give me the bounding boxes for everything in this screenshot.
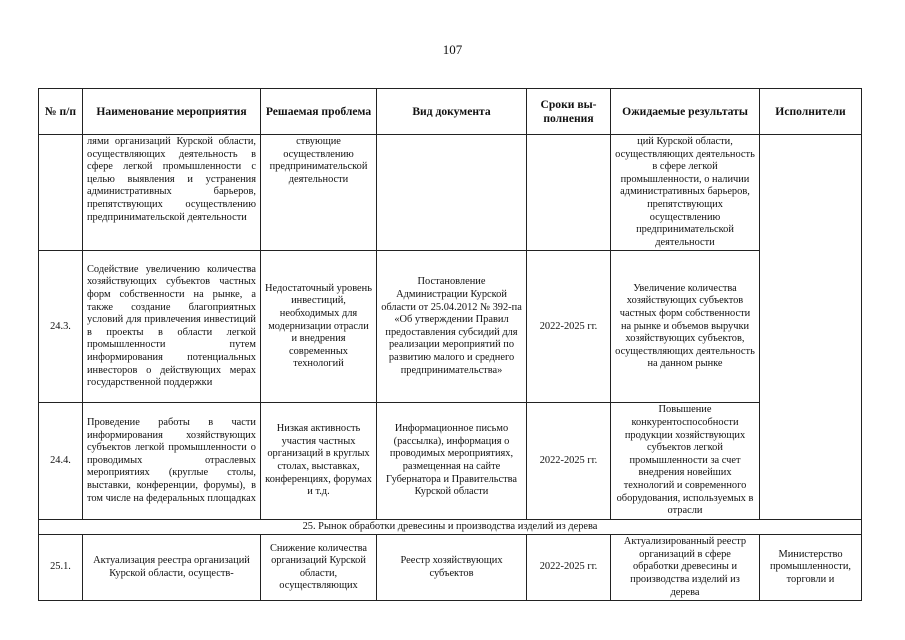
row-doc: Информационное письмо (рассылка), информация о проводимых мероприятиях, размещенная на сайте Губернатора и Правительства Курской области (377, 403, 527, 519)
row-num: 25.1. (39, 535, 83, 601)
row-executors: Министерство промышленности, торговли и (760, 535, 862, 601)
row-results: Повышение конкурентоспособности продукции хозяйствующих субъектов легкой промышленности за счет внедрения новейших технологий и современного оборудования, используемых в отрасли (611, 403, 760, 519)
row-deadline: 2022-2025 гг. (527, 535, 611, 601)
header-deadline: Сроки вы- полнения (527, 89, 611, 135)
row-doc (377, 135, 527, 251)
table-row (39, 135, 862, 251)
row-problem: Недостаточный уровень инвестиций, необходимых для модернизации отрасли и внедрения современных технологий (261, 251, 377, 403)
header-name: Наименование мероприятия (83, 89, 261, 135)
measures-table (38, 88, 862, 601)
page-number: 107 (442, 42, 463, 57)
row-results: Актуализированный реестр организаций в сфере обработки древесины и производства изделий из дерева (611, 535, 760, 601)
row-name: Проведение работы в части информирования хозяйствующих субъектов легкой промышленности о проводимых отраслевых мероприятиях (круглые столы, выставки, конференции, форумы), в том числе на федеральных площадках (83, 403, 261, 519)
executors-cell (760, 135, 862, 520)
header-executors: Исполнители (760, 89, 862, 135)
row-num: 24.4. (39, 403, 83, 519)
header-problem: Решаемая проблема (261, 89, 377, 135)
row-results: Увеличение количества хозяйствующих субъектов частных форм собственности на рынке и объемов выручки хозяйствующих субъектов, осуществляющих деятельность на данном рынке (611, 251, 760, 403)
row-name: Содействие увеличению количества хозяйствующих субъектов частных форм собственности на рынке, а также создание благоприятных условий для привлечения инвестиций в проекты в области легкой промышленности путем информирования потенциальных инвесторов о действующих мерах государственной поддержки (83, 251, 261, 403)
row-doc: Реестр хозяйствующих субъектов (377, 535, 527, 601)
header-num: № п/п (39, 89, 83, 135)
row-name: Актуализация реестра организаций Курской области, осуществ- (83, 535, 261, 601)
row-problem: Низкая активность участия частных организаций в круглых столах, выставках, конференциях, форумах и т.д. (261, 403, 377, 519)
row-results: ций Курской области, осуществляющих деятельность в сфере легкой промышленности, о наличии административных барьеров, препятствующих осуществлению предпринимательской деятельности (611, 135, 760, 251)
table-row (39, 251, 862, 403)
section-row (39, 519, 862, 535)
row-deadline: 2022-2025 гг. (527, 251, 611, 403)
row-num (39, 135, 83, 251)
row-problem: Снижение количества организаций Курской области, осуществляющих (261, 535, 377, 601)
header-results: Ожидаемые результаты (611, 89, 760, 135)
row-problem: ствующие осуществлению предпринимательской деятельности (261, 135, 377, 251)
header-row (39, 89, 862, 135)
table-row (39, 535, 862, 601)
section-title: 25. Рынок обработки древесины и производства изделий из дерева (39, 519, 862, 535)
row-doc: Постановление Администрации Курской области от 25.04.2012 № 392-па «Об утверждении Правил предоставления субсидий для реализации мероприятий по развитию малого и среднего предпринимательства» (377, 251, 527, 403)
table-row (39, 403, 862, 519)
row-name: лями организаций Курской области, осуществляющих деятельность в сфере легкой промышленности с целью выявления и устранения административных барьеров, препятствующих осуществлению предпринимательской деятельности (83, 135, 261, 251)
header-doc: Вид документа (377, 89, 527, 135)
row-deadline (527, 135, 611, 251)
row-num: 24.3. (39, 251, 83, 403)
row-deadline: 2022-2025 гг. (527, 403, 611, 519)
